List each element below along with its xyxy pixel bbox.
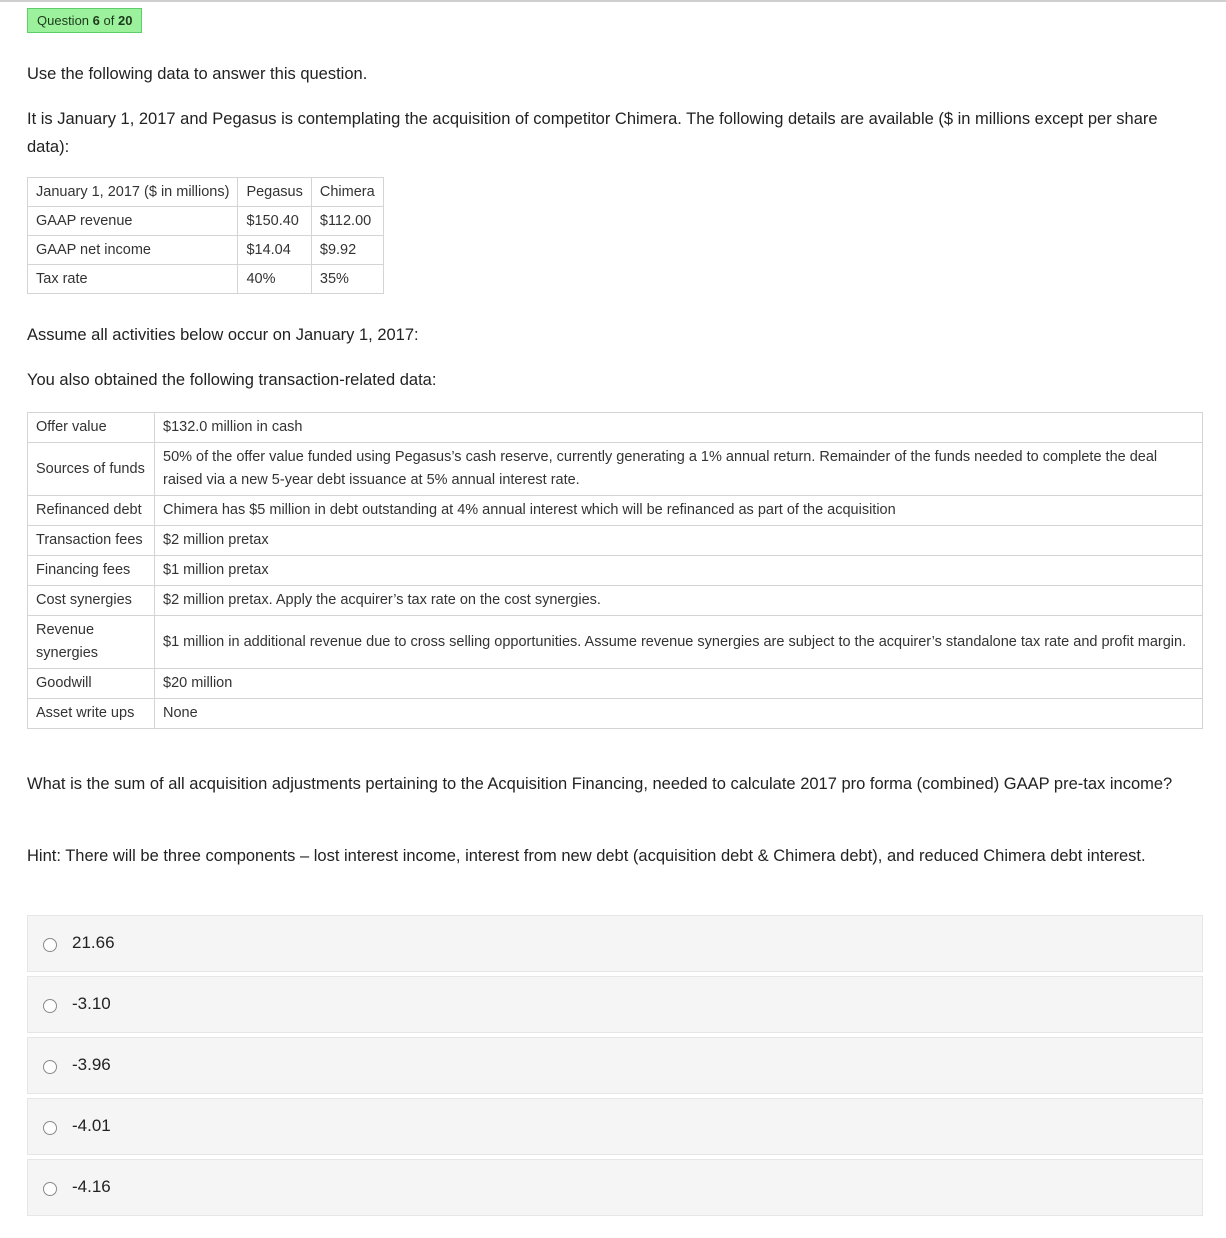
table-cell-value: $20 million [155,669,1203,699]
table-cell-label: Refinanced debt [28,496,155,526]
radio-button-icon[interactable] [43,999,57,1013]
radio-button-icon[interactable] [43,1182,57,1196]
table-cell: $150.40 [238,207,311,236]
table-cell-value: 50% of the offer value funded using Pegasus’s cash reserve, currently generating a 1% annual return. Remainder of the funds needed to complete the deal raised via a new 5-year debt issuance at 5% annual interest rate. [155,443,1203,496]
table-cell-value: $2 million pretax [155,526,1203,556]
table-row [28,236,384,265]
table-row [28,526,1203,556]
answer-option-label: -3.96 [72,1055,111,1074]
answer-option-label: -3.10 [72,994,111,1013]
table-row [28,265,384,294]
table-cell: $112.00 [311,207,383,236]
top-divider [0,0,1226,2]
table-cell: 35% [311,265,383,294]
company-data-table [27,177,384,294]
question-counter-badge [27,8,142,33]
transaction-intro-text: You also obtained the following transaction-related data: [27,371,437,389]
answer-option-3[interactable] [27,1037,1203,1094]
table-cell-label: Asset write ups [28,699,155,729]
table-row [28,496,1203,526]
answer-option-2[interactable] [27,976,1203,1033]
table-row [28,207,384,236]
table-cell-value: $132.0 million in cash [155,413,1203,443]
table-header-cell: January 1, 2017 ($ in millions) [28,178,238,207]
table-row [28,413,1203,443]
current-question-number: 6 [92,13,100,28]
scenario-text: It is January 1, 2017 and Pegasus is contemplating the acquisition of competitor Chimera. The following details are available ($ in millions except per share data): [27,110,1158,156]
answer-option-label: -4.01 [72,1116,111,1135]
radio-button-icon[interactable] [43,1121,57,1135]
answer-option-label: 21.66 [72,933,115,952]
table-cell-label: Financing fees [28,556,155,586]
hint-text: Hint: There will be three components – lost interest income, interest from new debt (acquisition debt & Chimera debt), and reduced Chimera debt interest. [27,847,1146,865]
assume-text: Assume all activities below occur on January 1, 2017: [27,326,419,344]
radio-button-icon[interactable] [43,1060,57,1074]
table-row [28,443,1203,496]
table-cell: $14.04 [238,236,311,265]
table-header-row [28,178,384,207]
table-cell: 40% [238,265,311,294]
table-cell-label: Cost synergies [28,586,155,616]
transaction-data-table [27,412,1203,729]
table-cell-value: Chimera has $5 million in debt outstanding at 4% annual interest which will be refinanced as part of the acquisition [155,496,1203,526]
table-row [28,616,1203,669]
table-row [28,699,1203,729]
table-header-cell: Pegasus [238,178,311,207]
table-cell: $9.92 [311,236,383,265]
table-row [28,586,1203,616]
table-cell-value: $1 million in additional revenue due to cross selling opportunities. Assume revenue synergies are subject to the acquirer’s standalone tax rate and profit margin. [155,616,1203,669]
total-questions-number: 20 [118,13,133,28]
question-word: Question [37,13,90,28]
table-cell-label: Transaction fees [28,526,155,556]
table-cell-value: $2 million pretax. Apply the acquirer’s tax rate on the cost synergies. [155,586,1203,616]
table-header-cell: Chimera [311,178,383,207]
answer-option-4[interactable] [27,1098,1203,1155]
answer-option-5[interactable] [27,1159,1203,1216]
answer-option-1[interactable] [27,915,1203,972]
table-cell-value: None [155,699,1203,729]
table-cell: GAAP revenue [28,207,238,236]
table-cell-label: Revenue synergies [28,616,155,669]
table-cell: Tax rate [28,265,238,294]
table-cell-label: Goodwill [28,669,155,699]
table-row [28,556,1203,586]
of-word: of [103,13,115,28]
radio-button-icon[interactable] [43,938,57,952]
table-cell-label: Offer value [28,413,155,443]
table-cell-label: Sources of funds [28,443,155,496]
answer-option-label: -4.16 [72,1177,111,1196]
table-cell: GAAP net income [28,236,238,265]
intro-text: Use the following data to answer this question. [27,65,368,83]
table-cell-value: $1 million pretax [155,556,1203,586]
table-row [28,669,1203,699]
question-text: What is the sum of all acquisition adjustments pertaining to the Acquisition Financing, needed to calculate 2017 pro forma (combined) GAAP pre-tax income? [27,775,1173,793]
